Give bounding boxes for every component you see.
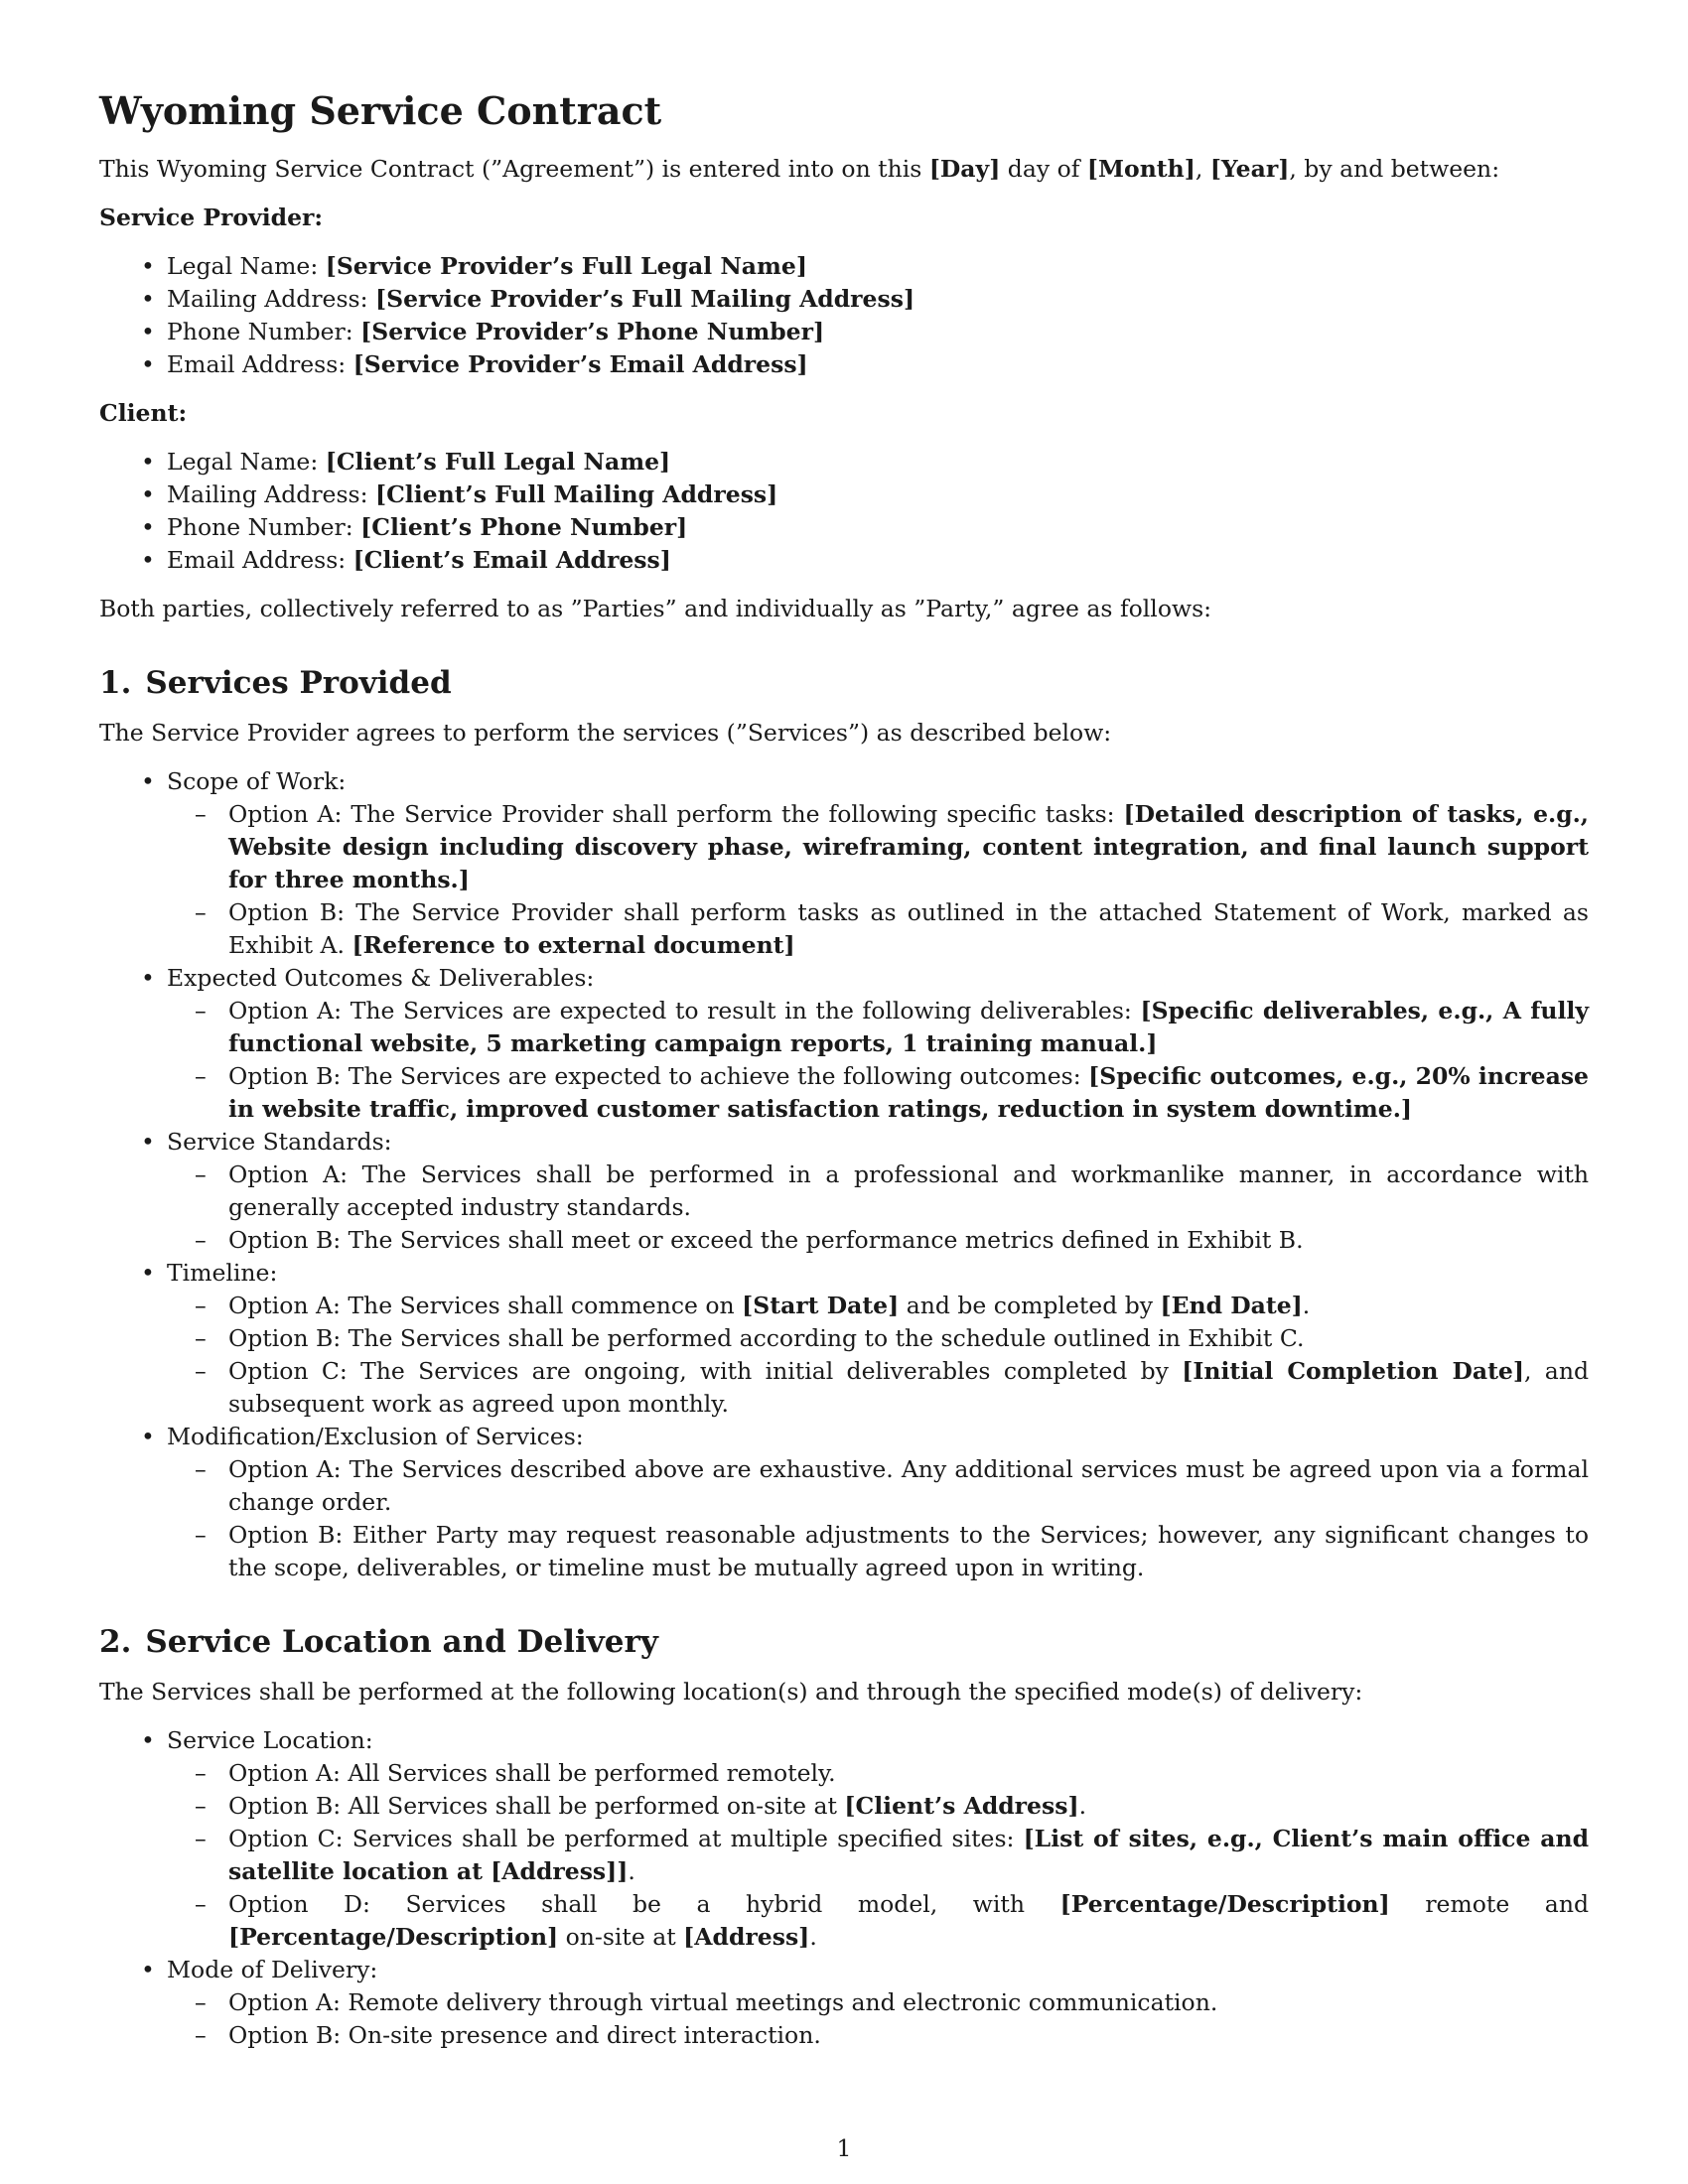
option-item [228, 1888, 1589, 1954]
sites-placeholder: [List of sites, e.g., Client’s main office and satellite location at [Address]] [228, 1825, 1590, 1885]
field-value: [Service Provider’s Email Address] [352, 350, 808, 378]
item-label: Service Location: [167, 1726, 373, 1754]
option-item [228, 1355, 1589, 1421]
list-item [167, 544, 1589, 577]
list-item [167, 511, 1589, 544]
field-label: Mailing Address: [167, 480, 375, 508]
address-placeholder: [Client’s Address] [844, 1792, 1079, 1820]
section-number: 1. [99, 665, 132, 701]
option-item: – Option B: The Services shall be performed according to the schedule outlined in Exhibit C. [228, 1322, 1589, 1355]
option-text: , and subsequent work as agreed upon monthly. [228, 1357, 1589, 1418]
option-item: – Option B: Either Party may request reasonable adjustments to the Services; however, any significant changes to the scope, deliverables, or timeline must be mutually agreed upon in writing. [228, 1519, 1589, 1584]
option-text: Option B: The Service Provider shall perform tasks as outlined in the attached Statement of Work, marked as Exhibit A. [228, 898, 1589, 959]
page-number: 1 [836, 2134, 852, 2162]
list-item [167, 1421, 1589, 1584]
intro-text: , [1195, 155, 1210, 183]
field-value: [Service Provider’s Full Mailing Address] [374, 285, 915, 313]
option-placeholder: [Specific outcomes, e.g., 20% increase in website traffic, improved customer satisfaction ratings, reduction in system downtime.] [228, 1062, 1589, 1123]
month-placeholder: [Month] [1086, 155, 1196, 183]
field-label: Email Address: [167, 546, 353, 574]
list-item [167, 765, 1589, 962]
section-number: 2. [99, 1624, 132, 1660]
field-value: [Client’s Full Mailing Address] [374, 480, 778, 508]
section-1-heading [99, 663, 1589, 703]
option-item: – Option B: The Services shall meet or exceed the performance metrics defined in Exhibit B. [228, 1224, 1589, 1257]
list-item [167, 316, 1589, 348]
field-value: [Client’s Phone Number] [360, 513, 688, 541]
option-text: Option C: Services shall be performed at multiple specified sites: [228, 1825, 1024, 1852]
option-item [228, 1790, 1589, 1823]
option-text: Option C: The Services are ongoing, with initial deliverables completed by [228, 1357, 1183, 1385]
option-text: Option A: The Service Provider shall perform the following specific tasks: [228, 800, 1124, 828]
percentage-placeholder: [Percentage/Description] [1059, 1890, 1390, 1918]
option-item [228, 1060, 1589, 1126]
start-date-placeholder: [Start Date] [742, 1292, 900, 1319]
field-label: Phone Number: [167, 318, 361, 345]
list-item [167, 446, 1589, 478]
option-text: Option D: Services shall be a hybrid model, with [228, 1890, 1060, 1918]
section-title: Services Provided [145, 665, 452, 701]
option-item: – Option A: The Services shall be performed in a professional and workmanlike manner, in accordance with generally accepted industry standards. [228, 1159, 1589, 1224]
field-value: [Client’s Email Address] [352, 546, 671, 574]
section-title: Service Location and Delivery [145, 1624, 658, 1660]
option-text: . [809, 1923, 817, 1951]
intro-paragraph [99, 153, 1589, 186]
intro-text: , by and between: [1289, 155, 1500, 183]
option-text: . [628, 1857, 635, 1885]
item-label: Expected Outcomes & Deliverables: [167, 964, 595, 992]
option-list [167, 1290, 1589, 1421]
option-item [228, 1823, 1589, 1888]
intro-text: day of [1000, 155, 1087, 183]
percentage-placeholder: [Percentage/Description] [228, 1923, 559, 1951]
provider-heading: Service Provider: [99, 204, 324, 231]
item-label: Timeline: [167, 1259, 278, 1287]
list-item [167, 283, 1589, 316]
section-1-intro: The Service Provider agrees to perform the services (”Services”) as described below: [99, 719, 1112, 747]
option-text: . [1302, 1292, 1311, 1319]
document-page [99, 87, 1589, 2068]
option-item [228, 896, 1589, 962]
option-text: Option B: The Services are expected to achieve the following outcomes: [228, 1062, 1089, 1090]
client-heading: Client: [99, 399, 188, 427]
option-item [228, 798, 1589, 896]
list-item [167, 1257, 1589, 1421]
address-placeholder: [Address] [683, 1923, 810, 1951]
option-list [167, 1986, 1589, 2052]
field-label: Phone Number: [167, 513, 361, 541]
item-label: Scope of Work: [167, 767, 347, 795]
list-item [167, 1954, 1589, 2052]
option-list [167, 1757, 1589, 1954]
section-2-list [99, 1724, 1589, 2052]
option-placeholder: [Reference to external document] [352, 931, 795, 959]
option-item: – Option A: Remote delivery through virtual meetings and electronic communication. [228, 1986, 1589, 2019]
field-label: Email Address: [167, 350, 353, 378]
list-item [167, 1126, 1589, 1257]
section-1-list [99, 765, 1589, 1584]
option-item: – Option A: All Services shall be performed remotely. [228, 1757, 1589, 1790]
option-item: – Option A: The Services described above are exhaustive. Any additional services must be agreed upon via a formal change order. [228, 1453, 1589, 1519]
list-item [167, 478, 1589, 511]
option-text: Option A: The Services shall commence on [228, 1292, 743, 1319]
completion-date-placeholder: [Initial Completion Date] [1182, 1357, 1525, 1385]
item-label: Mode of Delivery: [167, 1956, 378, 1983]
item-label: Service Standards: [167, 1128, 392, 1156]
field-value: [Client’s Full Legal Name] [325, 448, 671, 476]
option-item [228, 1290, 1589, 1322]
option-list [167, 995, 1589, 1126]
field-label: Legal Name: [167, 252, 326, 280]
day-placeholder: [Day] [928, 155, 1001, 183]
field-value: [Service Provider’s Phone Number] [360, 318, 825, 345]
section-2-intro: The Services shall be performed at the following location(s) and through the specified mode(s) of delivery: [99, 1678, 1363, 1706]
option-text: Option B: All Services shall be performed on-site at [228, 1792, 845, 1820]
option-text: . [1078, 1792, 1087, 1820]
list-item [167, 348, 1589, 381]
option-list [167, 1159, 1589, 1257]
option-item [228, 995, 1589, 1060]
year-placeholder: [Year] [1209, 155, 1290, 183]
provider-list [99, 250, 1589, 381]
field-value: [Service Provider’s Full Legal Name] [325, 252, 807, 280]
option-placeholder: [Specific deliverables, e.g., A fully functional website, 5 marketing campaign reports, 1 training manual.] [228, 997, 1589, 1057]
parties-paragraph: Both parties, collectively referred to as ”Parties” and individually as ”Party,” agree as follows: [99, 595, 1212, 622]
option-text: and be completed by [899, 1292, 1161, 1319]
document-title: Wyoming Service Contract [99, 88, 662, 133]
option-placeholder: [Detailed description of tasks, e.g., Website design including discovery phase, wireframing, content integration, and final launch support for three months.] [228, 800, 1589, 893]
list-item [167, 1724, 1589, 1954]
option-list [167, 798, 1589, 962]
section-2-heading [99, 1622, 1589, 1662]
end-date-placeholder: [End Date] [1160, 1292, 1303, 1319]
item-label: Modification/Exclusion of Services: [167, 1423, 584, 1450]
field-label: Legal Name: [167, 448, 326, 476]
option-text: on-site at [558, 1923, 684, 1951]
option-item: – Option B: On-site presence and direct interaction. [228, 2019, 1589, 2052]
option-list [167, 1453, 1589, 1584]
field-label: Mailing Address: [167, 285, 375, 313]
client-list [99, 446, 1589, 577]
option-text: remote and [1389, 1890, 1589, 1918]
intro-text: This Wyoming Service Contract (”Agreement”) is entered into on this [99, 155, 929, 183]
list-item [167, 962, 1589, 1126]
option-text: Option A: The Services are expected to result in the following deliverables: [228, 997, 1141, 1024]
list-item [167, 250, 1589, 283]
